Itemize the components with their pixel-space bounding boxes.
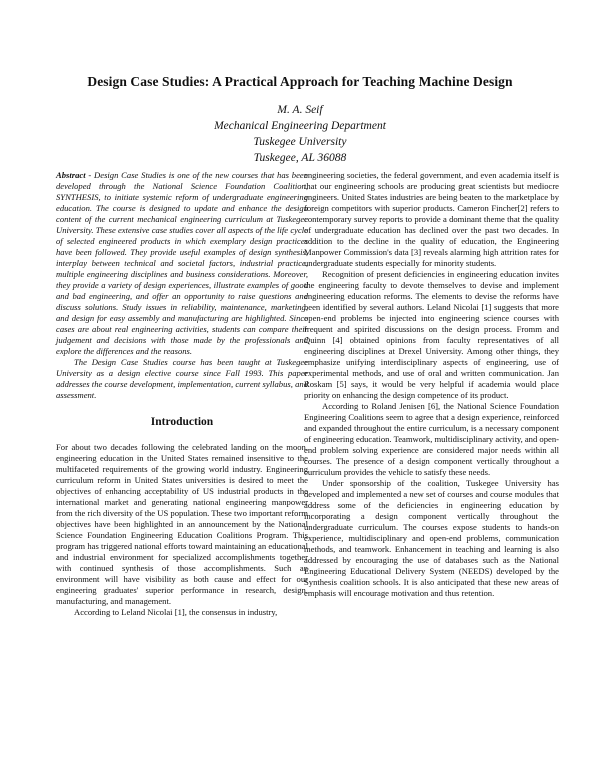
abstract-label: Abstract (56, 170, 86, 180)
author-location: Tuskegee, AL 36088 (253, 152, 347, 164)
author-department: Mechanical Engineering Department (214, 120, 386, 132)
abstract-paragraph (56, 170, 308, 357)
right-paragraph-1: engineering societies, the federal government, and even academia itself is that our engineering schools are producing great scientists but mediocre engineers. United States industries are being beaten to the marketplace by foreign competitors with superior products. Cameron Fincher[2] refers to contemporary survey reports to provide a dominant theme that the quality of undergraduate education has declined over the past two decades. In addition to the decline in the quality of education, the Engineering Manpower Commission's data [3] reveals alarming high attrition rates for undergraduate students especially for minority students. (304, 170, 559, 268)
author-university: Tuskegee University (253, 136, 347, 148)
right-paragraph-4: Under sponsorship of the coalition, Tuskegee University has developed and implemented a new set of courses and course modules that address some of the deficiencies in engineering education by incorporating a design component vertically throughout the undergraduate curriculum. The courses expose students to hands-on experience, multidisciplinary and open-end problems, communication methods, and teamwork. Enhancement in teaching and learning is also addressed by encouraging the use of databases such as the National Engineering Educational Delivery System (NEEDS) developed by the Synthesis coalition schools. It is also anticipated that these new areas of emphasis will encourage motivation and thus retention. (304, 478, 559, 598)
introduction-paragraph-1: For about two decades following the celebrated landing on the moon, engineering education in the United States remained insensitive to the multifaceted requirements of the growing world industry. Engineering curriculum reform in United States universities is desired to meet the objectives of enhancing acceptability of US industrial products in the international market and generating national engineering manpower from the rich diversity of the US population. These two important reform objectives have been highlighted in an announcement by the National Science Foundation Engineering Education Coalitions Program. This program has triggered national efforts toward maintaining an educational and industrial environment for specialized accomplishments together with continued synthesis of those accomplishments. Such an environment will have visibility as both cause and effect for our engineering graduates' superior performance in research, design, manufacturing, and management. (56, 442, 308, 606)
abstract-paragraph-2: The Design Case Studies course has been taught at Tuskegee University as a design elective course since Fall 1993. This paper addresses the course development, implementation, current syllabus, and assessment. (56, 357, 308, 400)
right-paragraph-3: According to Roland Jenisen [6], the National Science Foundation Engineering Coalitions seem to agree that a design experience, reinforced and expanded throughout the entire curriculum, is a necessary component of engineering education. Teamwork, multidisciplinary activity, and open-end problem solving experience are considered major needs within all courses. The presence of a design component vertically throughout a curriculum provides the vehicle to satisfy these needs. (304, 401, 559, 477)
introduction-paragraph-2-start: According to Leland Nicolai [1], the consensus in industry, (74, 607, 278, 617)
left-column (56, 170, 308, 618)
paper-title: Design Case Studies: A Practical Approach for Teaching Machine Design (87, 74, 513, 89)
introduction-heading: Introduction (150, 416, 214, 428)
abstract-text: - Design Case Studies is one of the new courses that has been developed through the National Science Foundation Coalition, SYNTHESIS, to initiate systemic reform of undergraduate engineering education. The course is designed to update and enhance the design content of the current mechanical engineering curriculum at Tuskegee University. These extensive case studies cover all aspects of the life cycle of selected engineered products in which exemplary design practices have been followed. They provide useful examples of design synthesis, interplay between technical and societal factors, industrial practice, multiple engineering disciplines and business considerations. Moreover, they provide a variety of design experiences, illustrate examples of good and bad engineering, and offer an opportunity to raise questions and discuss solutions. Study issues in reliability, maintenance, marketing, and design for easy assembly and manufacturing are highlighted. Since cases are about real engineering activities, students can compare their judgement and decisions with those made by the professionals and explore the differences and the reasons. (56, 170, 308, 356)
author-name: M. A. Seif (277, 104, 323, 116)
right-column (304, 170, 559, 599)
author-block (40, 102, 560, 166)
right-paragraph-2: Recognition of present deficiencies in engineering education invites the engineering faculty to devote themselves to devise and implement engineering education reforms. The elements to devise the reforms have been identified by several authors. Leland Nicolai [1] suggests that more open-end problems be injected into engineering science courses with frequent and spirited discussions on the design process. Fromm and Quinn [4] obtained opinions from faculty representatives of all engineering disciplines at Drexel University. Among other things, they emphasize unifying interdisciplinary aspects of engineering, use of experimental methods, and use of oral and written communication. Jan Roskam [5] says, it would be very helpful if academia would place priority on enhancing the design competence of its product. (304, 269, 559, 400)
